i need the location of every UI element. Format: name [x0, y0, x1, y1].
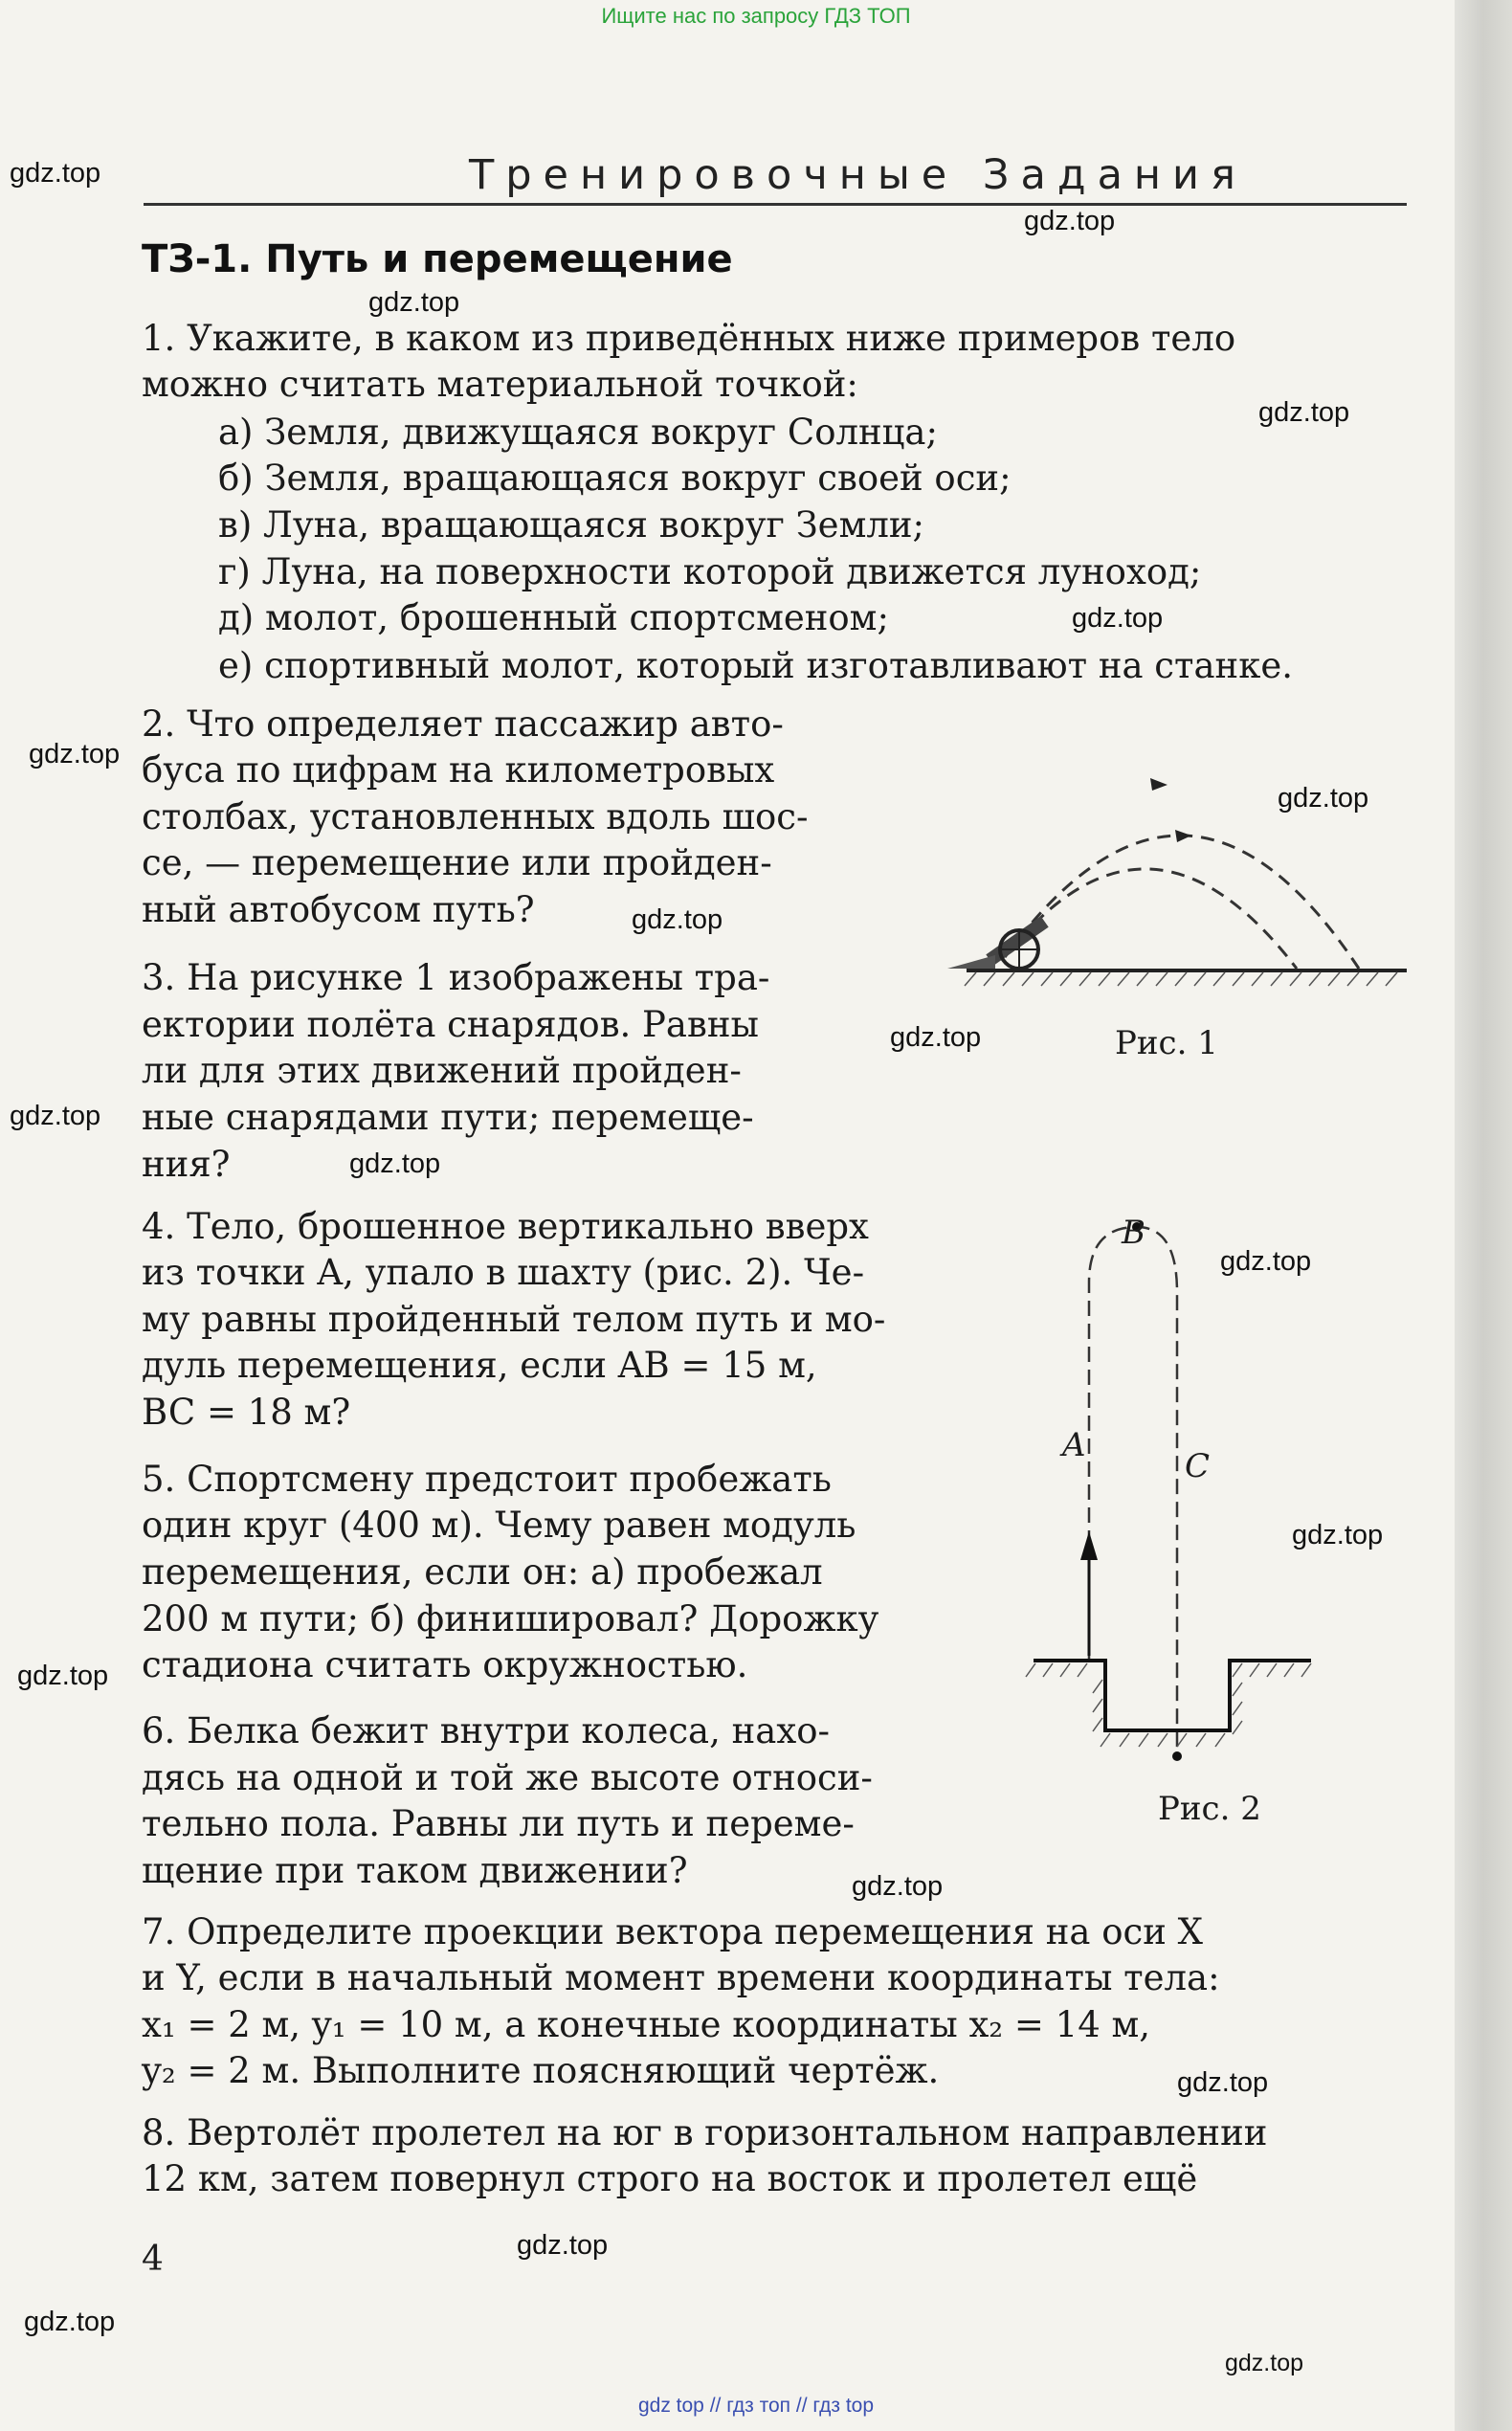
book-spine-shadow [1455, 0, 1512, 2431]
watermark: gdz.top [349, 1149, 441, 1179]
task-4-line: из точки A, упало в шахту (рис. 2). Че- [142, 1252, 865, 1293]
watermark: gdz.top [632, 904, 723, 935]
figure-1-caption: Рис. 1 [1115, 1024, 1218, 1062]
point-c [1172, 1751, 1182, 1761]
arrow-up-icon [1080, 1531, 1098, 1560]
task-3-line: ли для этих движений пройден- [142, 1050, 742, 1091]
task-4-line: дуль перемещения, если AB = 15 м, [142, 1345, 817, 1386]
task-6-line: тельно пола. Равны ли путь и переме- [142, 1803, 855, 1844]
task-1-option: г) Луна, на поверхности которой движется луноход; [218, 551, 1202, 592]
task-3-line: ектории полёта снарядов. Равны [142, 1004, 759, 1045]
task-5-line: стадиона считать окружностью. [142, 1644, 748, 1685]
task-1-line: можно считать материальной точкой: [142, 364, 858, 405]
point-c-label: C [1185, 1447, 1211, 1485]
section-heading: Тренировочные Задания [469, 151, 1247, 199]
watermark: gdz.top [1072, 603, 1164, 634]
task-6-line: 6. Белка бежит внутри колеса, нахо- [142, 1710, 831, 1751]
task-3-line: ные снарядами пути; перемеще- [142, 1097, 754, 1138]
point-a-label: A [1062, 1426, 1086, 1464]
heading-divider [144, 203, 1407, 206]
task-7-line: x₁ = 2 м, y₁ = 10 м, а конечные координаты x₂ = 14 м, [142, 2004, 1151, 2045]
arrow-head [1175, 830, 1191, 842]
task-3-line: 3. На рисунке 1 изображены тра- [142, 957, 770, 998]
watermark: gdz.top [24, 2307, 116, 2337]
watermark: gdz.top [10, 1101, 101, 1131]
watermark: gdz.top [1278, 783, 1369, 814]
ground-hatching [965, 972, 1397, 986]
task-5-line: 5. Спортсмену предстоит пробежать [142, 1459, 832, 1500]
watermark: gdz.top [852, 1871, 944, 1902]
task-2-line: се, — перемещение или пройден- [142, 842, 772, 883]
watermark: gdz.top [29, 739, 121, 769]
task-1-option: д) молот, брошенный спортсменом; [218, 597, 889, 638]
task-4-line: му равны пройденный телом путь и мо- [142, 1299, 886, 1340]
task-3-line: ния? [142, 1144, 231, 1185]
task-8-line: 8. Вертолёт пролетел на юг в горизонтальном направлении [142, 2112, 1268, 2153]
task-8-line: 12 км, затем повернул строго на восток и пролетел ещё [142, 2158, 1198, 2199]
task-4-line: BC = 18 м? [142, 1392, 351, 1433]
task-7-line: и Y, если в начальный момент времени координаты тела: [142, 1957, 1220, 1998]
watermark: gdz.top [517, 2230, 609, 2261]
task-1-option: б) Земля, вращающаяся вокруг своей оси; [218, 457, 1012, 499]
task-6-line: дясь на одной и той же высоте относи- [142, 1757, 873, 1798]
watermark: gdz.top [1220, 1246, 1312, 1277]
task-4-line: 4. Тело, брошенное вертикально вверх [142, 1206, 869, 1247]
task-2-line: столбах, установленных вдоль шос- [142, 796, 809, 837]
figure-2-shaft [1024, 1206, 1349, 1771]
watermark: gdz.top [368, 287, 460, 318]
shaft-outline [1034, 1661, 1311, 1730]
watermark: gdz.top [10, 158, 101, 189]
ground-line [967, 969, 1407, 972]
shaft-hatching [1026, 1663, 1311, 1747]
task-7-line: y₂ = 2 м. Выполните поясняющий чертёж. [142, 2050, 940, 2091]
task-2-line: буса по цифрам на километровых [142, 749, 775, 791]
task-5-line: перемещения, если он: а) пробежал [142, 1551, 823, 1593]
task-6-line: щение при таком движении? [142, 1850, 688, 1891]
cannon-icon [947, 916, 1049, 969]
point-b-label: B [1122, 1214, 1145, 1252]
page-number: 4 [142, 2240, 164, 2279]
watermark: gdz.top [1258, 397, 1350, 428]
task-1-option: е) спортивный молот, который изготавливают на станке. [218, 645, 1293, 686]
task-5-line: один круг (400 м). Чему равен модуль [142, 1505, 856, 1546]
trajectory-low [1005, 869, 1297, 969]
task-1-option: а) Земля, движущаяся вокруг Солнца; [218, 412, 938, 453]
watermark: gdz.top [1292, 1520, 1384, 1550]
task-1-line: 1. Укажите, в каком из приведённых ниже примеров тело [142, 318, 1236, 359]
task-7-line: 7. Определите проекции вектора перемещения на оси X [142, 1911, 1204, 1952]
arrow-head [1150, 778, 1167, 791]
watermark: gdz.top [17, 1661, 109, 1691]
watermark: gdz.top [1225, 2350, 1304, 2376]
top-banner[interactable]: Ищите нас по запросу ГДЗ ТОП [601, 4, 911, 28]
body-trajectory [1089, 1227, 1177, 1756]
watermark: gdz.top [1024, 206, 1116, 236]
figure-2-caption: Рис. 2 [1158, 1790, 1261, 1828]
watermark: gdz.top [890, 1022, 982, 1053]
task-2-line: 2. Что определяет пассажир авто- [142, 703, 784, 745]
task-2-line: ный автобусом путь? [142, 889, 535, 930]
watermark: gdz.top [1177, 2067, 1269, 2098]
figure-1-trajectories [938, 747, 1416, 1015]
page-title: ТЗ-1. Путь и перемещение [142, 237, 733, 281]
task-5-line: 200 м пути; б) финишировал? Дорожку [142, 1598, 879, 1639]
bottom-banner[interactable]: gdz top // гдз топ // гдз top [637, 2395, 875, 2417]
task-1-option: в) Луна, вращающаяся вокруг Земли; [218, 504, 924, 546]
